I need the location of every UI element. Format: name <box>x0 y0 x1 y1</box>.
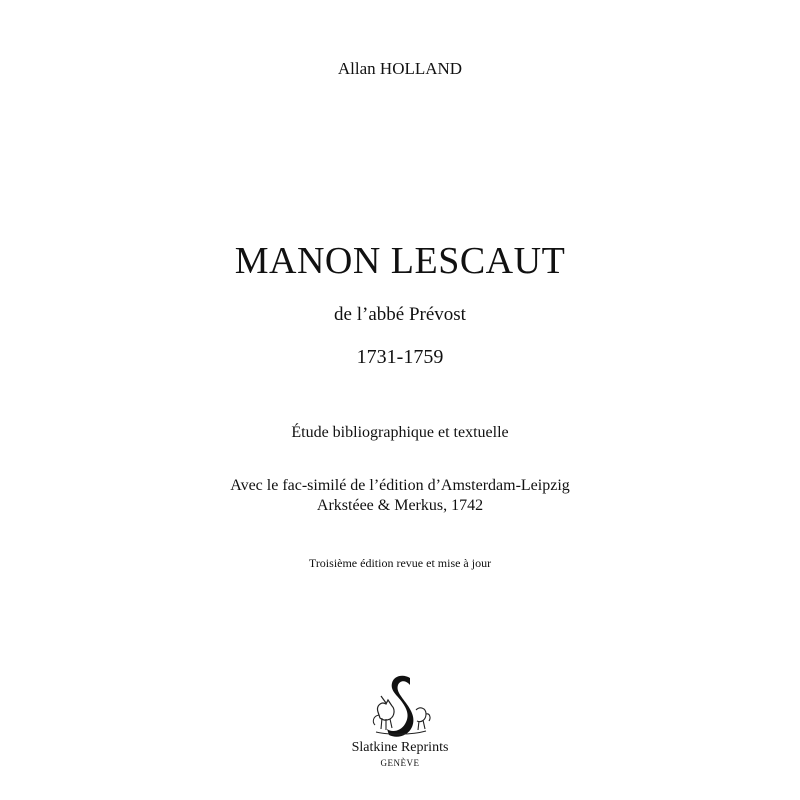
unicorn-s-emblem-icon <box>364 672 436 740</box>
publisher-city: GENÈVE <box>380 758 420 768</box>
study-description: Étude bibliographique et textuelle <box>291 424 509 441</box>
edition-note: Troisième édition revue et mise à jour <box>308 556 492 570</box>
book-title: MANON LESCAUT <box>234 240 566 282</box>
facsimile-line-1: Avec le fac-similé de l’édition d’Amsterdam-Leipzig <box>230 477 570 494</box>
publisher-name: Slatkine Reprints <box>351 740 449 755</box>
book-subtitle: de l’abbé Prévost <box>334 304 466 325</box>
facsimile-line-2: Arkstéee & Merkus, 1742 <box>316 497 484 514</box>
book-dates: 1731-1759 <box>356 346 444 368</box>
author-name: Allan HOLLAND <box>337 59 463 78</box>
